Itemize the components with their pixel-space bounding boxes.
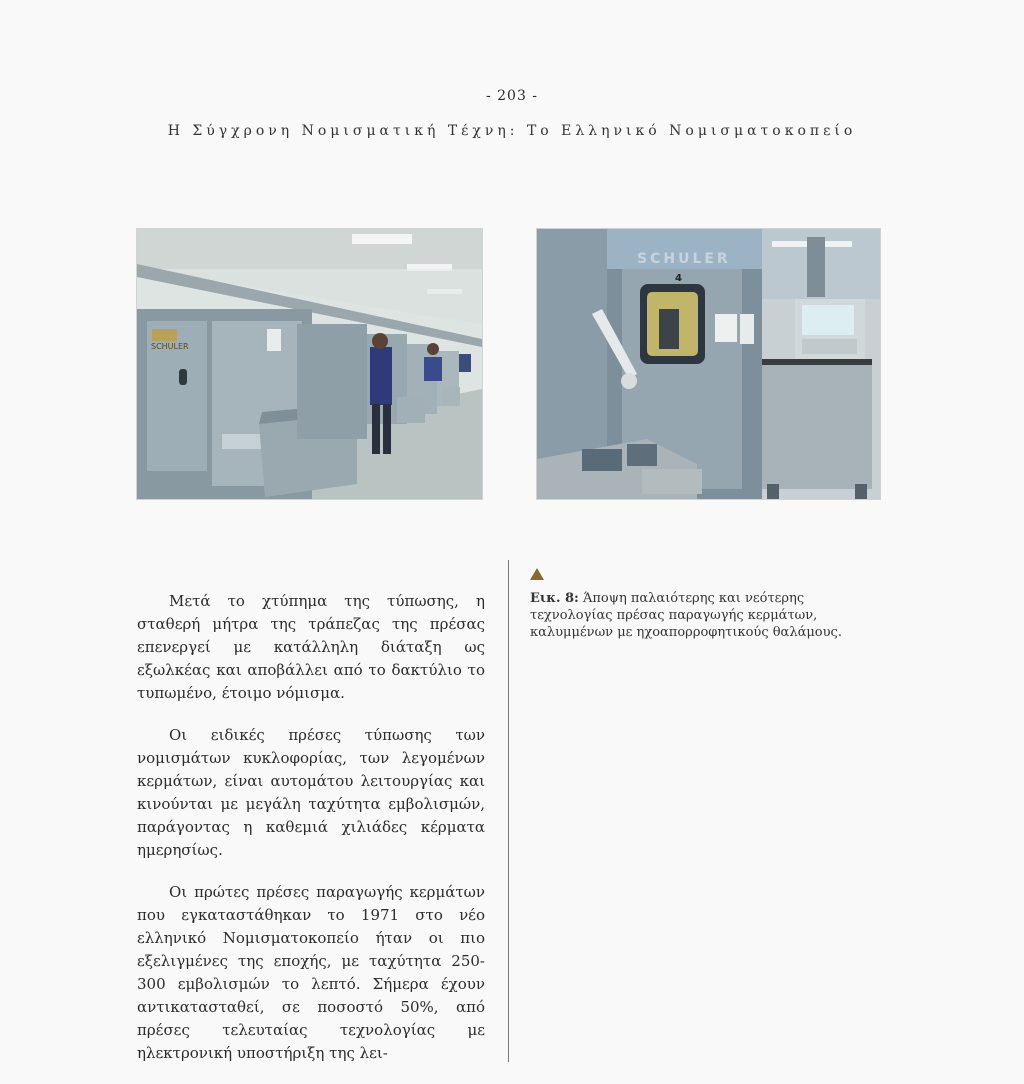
paragraph-2: Οι ειδικές πρέσες τύπωσης των νομισμάτων κυκλοφορίας, των λεγομένων κερμάτων, είναι αυτομάτου λειτουργίας και κινούνται με μεγάλη ταχύτητα εμβολισμών, παράγοντας η καθεμιά χιλιάδες κέρματα ημερησίως.	[137, 726, 485, 859]
right-photo-number: 4	[675, 273, 682, 284]
left-photo-brand: SCHULER	[151, 342, 189, 351]
paragraph-1: Μετά το χτύπημα της τύπωσης, η σταθερή μήτρα της τράπεζας της πρέσας επενεργεί με κατάλληλη διάταξη ως εξωλκέας και αποβάλλει από το δακτύλιο το τυπωμένο, έτοιμο νόμισμα.	[137, 592, 485, 702]
running-head: Η Σύγχρονη Νομισματική Τέχνη: Το Ελληνικό Νομισματοκοπείο	[167, 123, 857, 139]
body-text	[137, 590, 485, 1084]
right-photo-brand: SCHULER	[637, 251, 731, 267]
figure-caption-text: Άποψη παλαιότερης και νεότερης τεχνολογίας πρέσας παραγωγής κερμάτων, καλυμμένων με ηχοαπορροφητικούς θαλάμους.	[530, 591, 842, 640]
photo-older-presses	[137, 229, 482, 499]
column-divider	[508, 560, 509, 1062]
page-number: - 203 -	[485, 88, 539, 104]
figure-caption	[530, 590, 880, 641]
triangle-marker-icon	[530, 568, 544, 580]
figure-label: Εικ. 8:	[530, 591, 579, 606]
paragraph-3: Οι πρώτες πρέσες παραγωγής κερμάτων που εγκαταστάθηκαν το 1971 στο νέο ελληνικό Νομισματοκοπείο ήταν οι πιο εξελιγμένες της εποχής, με ταχύτητα 250-300 εμβολισμών το λεπτό. Σήμερα έχουν αντικατασταθεί, σε ποσοστό 50%, από πρέσες τελευταίας τεχνολογίας με ηλεκτρονική υποστήριξη της λει-	[137, 883, 485, 1062]
photo-newer-press	[537, 229, 880, 499]
